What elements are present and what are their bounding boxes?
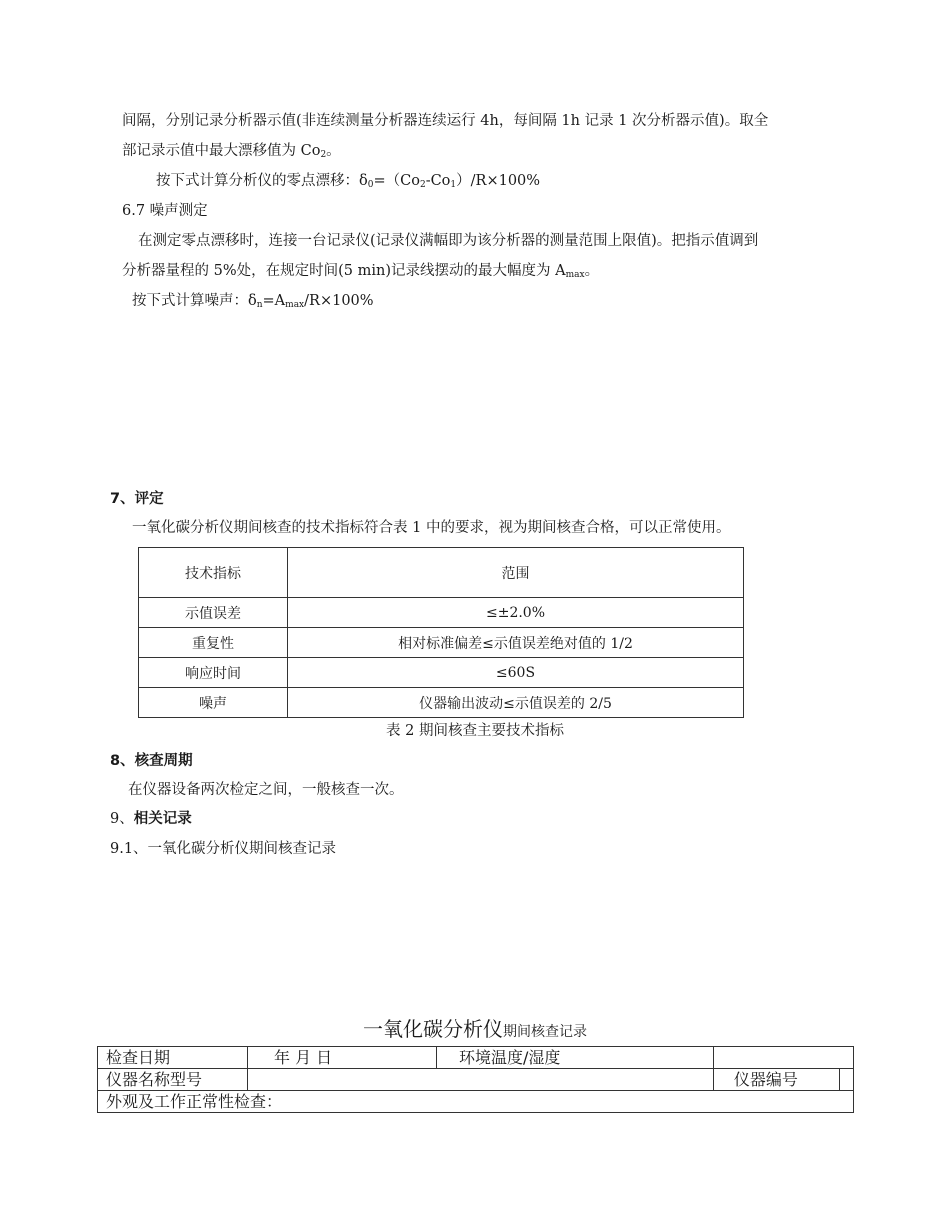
record-title-sub: 期间核查记录: [503, 1024, 587, 1040]
paragraph-line: [122, 112, 768, 130]
table-caption: 表 2 期间核查主要技术指标: [386, 723, 564, 739]
heading-number: 9、: [110, 811, 134, 827]
table-row: [98, 1091, 854, 1113]
table-cell: 仪器输出波动≤示值误差的 2/5: [288, 688, 744, 718]
section-heading-9: [110, 810, 192, 828]
env-temp-humidity-field[interactable]: [713, 1047, 853, 1069]
table-cell: ≤±2.0%: [288, 598, 744, 628]
formula-text: =A: [262, 293, 286, 309]
paragraph-line: [138, 232, 758, 250]
record-form-title: [0, 1013, 950, 1042]
table-row: [139, 598, 744, 628]
subscript: 0: [367, 180, 374, 190]
label-instrument-name-model: 仪器名称型号: [98, 1069, 248, 1091]
record-title-main: 一氧化碳分析仪: [363, 1017, 503, 1041]
formula-text: =（Co: [373, 173, 420, 189]
check-date-field[interactable]: 年 月 日: [248, 1047, 437, 1069]
paragraph-line: [122, 262, 599, 284]
formula-text: 按下式计算分析仪的零点漂移：δ: [156, 173, 368, 189]
heading-text: 相关记录: [133, 811, 192, 827]
instrument-id-field[interactable]: [839, 1069, 853, 1091]
table-row: [98, 1069, 854, 1091]
noise-formula: [132, 292, 374, 314]
table-row: [139, 628, 744, 658]
formula-text: /R×100%: [304, 293, 374, 309]
spec-table: [138, 547, 744, 718]
table-cell: 重复性: [139, 628, 288, 658]
table-cell: 噪声: [139, 688, 288, 718]
paragraph-text: 间隔，分别记录分析器示值(非连续测量分析器连续运行 4h，每间隔 1h 记录 1 次分析器示值)。取全: [122, 113, 769, 129]
formula-text: 按下式计算噪声：δ: [132, 293, 257, 309]
subscript: max: [565, 270, 585, 280]
formula-text: ）/R×100%: [456, 173, 541, 189]
table-cell: 示值误差: [139, 598, 288, 628]
section-heading-8: 8、核查周期: [110, 753, 193, 769]
label-appearance-check: 外观及工作正常性检查：: [98, 1091, 854, 1113]
section-heading-7: 7、评定: [110, 491, 164, 507]
subscript: 2: [419, 180, 426, 190]
paragraph-line: [122, 142, 341, 164]
subscript: 2: [320, 150, 327, 160]
table-cell: ≤60S: [288, 658, 744, 688]
subscript: max: [285, 300, 305, 310]
paragraph-text: 。: [584, 263, 600, 279]
section-item-9-1: 9.1、一氧化碳分析仪期间核查记录: [110, 841, 337, 857]
subscript: n: [256, 300, 263, 310]
label-instrument-id: 仪器编号: [713, 1069, 839, 1091]
table-cell: 相对标准偏差≤示值误差绝对值的 1/2: [288, 628, 744, 658]
paragraph-text: 部记录示值中最大漂移值为 Co: [122, 143, 321, 159]
table-row: [139, 658, 744, 688]
table-row: [98, 1047, 854, 1069]
paragraph-text: 分析器量程的 5%处，在规定时间(5 min)记录线摆动的最大幅度为 A: [122, 263, 566, 279]
section-heading-6-7: 6.7 噪声测定: [122, 203, 208, 219]
period-paragraph: 在仪器设备两次检定之间，一般核查一次。: [128, 782, 404, 798]
table-header-cell: 技术指标: [139, 548, 288, 598]
table-cell: 响应时间: [139, 658, 288, 688]
table-header-row: [139, 548, 744, 598]
label-check-date: 检查日期: [98, 1047, 248, 1069]
formula-text: -Co: [425, 173, 451, 189]
instrument-name-model-field[interactable]: [248, 1069, 714, 1091]
paragraph-text: 在测定零点漂移时，连接一台记录仪(记录仪满幅即为该分析器的测量范围上限值)。把指示值调到: [138, 233, 759, 249]
table-header-cell: 范围: [288, 548, 744, 598]
subscript: 1: [450, 180, 457, 190]
zero-drift-formula: [156, 172, 540, 194]
record-form-table: [97, 1046, 854, 1113]
table-row: [139, 688, 744, 718]
evaluation-paragraph: 一氧化碳分析仪期间核查的技术指标符合表 1 中的要求，视为期间核查合格，可以正常使用。: [132, 520, 731, 536]
label-env-temp-humidity: 环境温度/湿度: [437, 1047, 714, 1069]
paragraph-text: 。: [326, 143, 341, 159]
